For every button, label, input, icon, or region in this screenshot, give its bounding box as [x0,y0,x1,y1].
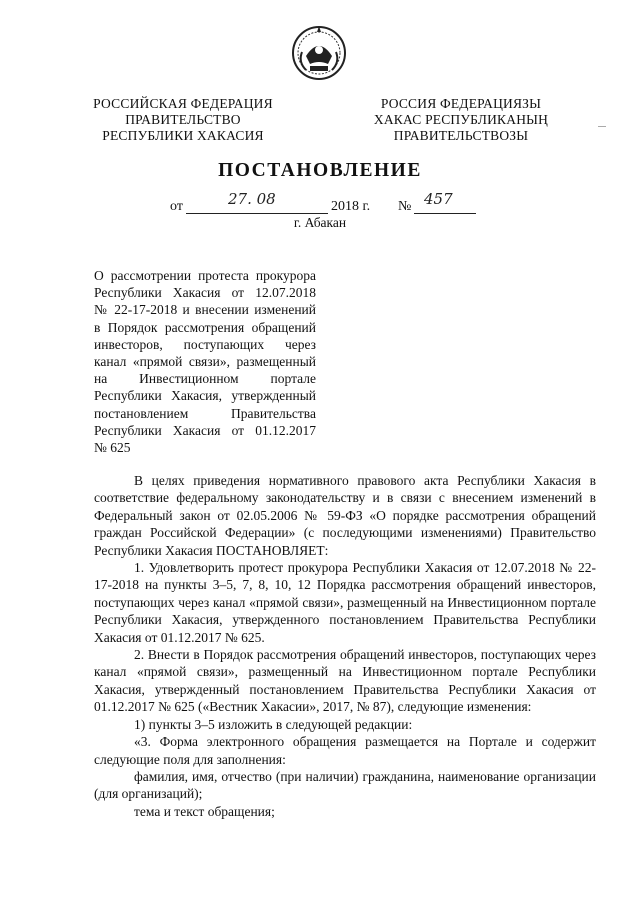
body-paragraph: 1) пункты 3–5 изложить в следующей редакции: [134,716,413,732]
city-line: г. Абакан [293,215,347,230]
date-year: 2018 г. [331,199,371,214]
handwritten-number: 457 [424,190,453,208]
header-right-line: ПРАВИТЕЛЬСТВОЗЫ [393,128,529,143]
body-paragraph: тема и текст обращения; [134,803,275,819]
body-paragraph: «3. Форма электронного обращения размещается на Портале и содержит следующие поля для заполнения: [94,734,596,767]
body-paragraph: фамилия, имя, отчество (при наличии) гражданина, наименование организации (для организаций); [94,768,596,802]
header-left-line: РЕСПУБЛИКИ ХАКАСИЯ [102,128,264,143]
header-right-line: ХАКАС РЕСПУБЛИКАНЫҢ [373,112,549,127]
header-right [350,96,572,144]
subject-line: Республики Хакасия от 01.12.2017 [94,422,316,438]
handwritten-date: 27. 08 [228,190,276,208]
coat-of-arms-emblem [290,22,348,82]
number-underline [414,213,476,214]
document-title: ПОСТАНОВЛЕНИЕ [218,160,422,181]
date-prefix: от [170,199,183,214]
body-text [94,472,596,820]
subject-line: № 625 [94,440,131,456]
body-paragraph: 2. Внести в Порядок рассмотрения обращений инвесторов, поступающих через канал «прямой связи», размещенный на Инвестиционном портале Республики Хакасия, утвержденный постановлением Правительства Республики Хакасия от 01.12.2017 № 625 («Вестник Хакасии», 2017, № 87), следующие изменения: [94,647,596,715]
subject-line: О рассмотрении протеста прокурора [94,268,316,283]
body-paragraph: В целях приведения нормативного правового акта Республики Хакасия в соответствие федеральному законодательству и в связи с внесением изменений в Федеральный закон от 02.05.2006 № 59-ФЗ «О порядке рассмотрения обращений граждан Российской Федерации» (с последующими изменениями) Правительство Республики Хакасия ПОСТАНОВЛЯЕТ: [94,473,596,558]
subject-line: № 22-17-2018 и внесении изменений [94,302,316,318]
subject-line: канал «прямой связи», размещенный [94,354,316,370]
subject-block [94,267,316,456]
date-underline [186,213,328,214]
subject-line: на Инвестиционном портале [94,371,316,387]
subject-line: Республики Хакасия, утвержденный [94,388,316,404]
header-left-line: РОССИЙСКАЯ ФЕДЕРАЦИЯ [93,96,273,111]
header-left-line: ПРАВИТЕЛЬСТВО [125,112,241,127]
margin-mark [598,126,606,127]
subject-line: инвесторов, поступающих через [94,336,316,352]
subject-line: в Порядок рассмотрения обращений [94,319,316,335]
header-left [78,96,288,144]
number-label: № [398,199,412,214]
header-right-line: РОССИЯ ФЕДЕРАЦИЯЗЫ [380,96,542,111]
body-paragraph: 1. Удовлетворить протест прокурора Республики Хакасия от 12.07.2018 № 22-17-2018 на пункты 3–5, 7, 8, 10, 12 Порядка рассмотрения обращений инвесторов, поступающих через канал «прямой связи», размещенный на Инвестиционном портале Республики Хакасия, утвержденного постановлением Правительства Республики Хакасия от 01.12.2017 № 625. [94,560,596,645]
subject-line: Республики Хакасия от 12.07.2018 [94,285,316,301]
subject-line: постановлением Правительства [94,405,316,421]
